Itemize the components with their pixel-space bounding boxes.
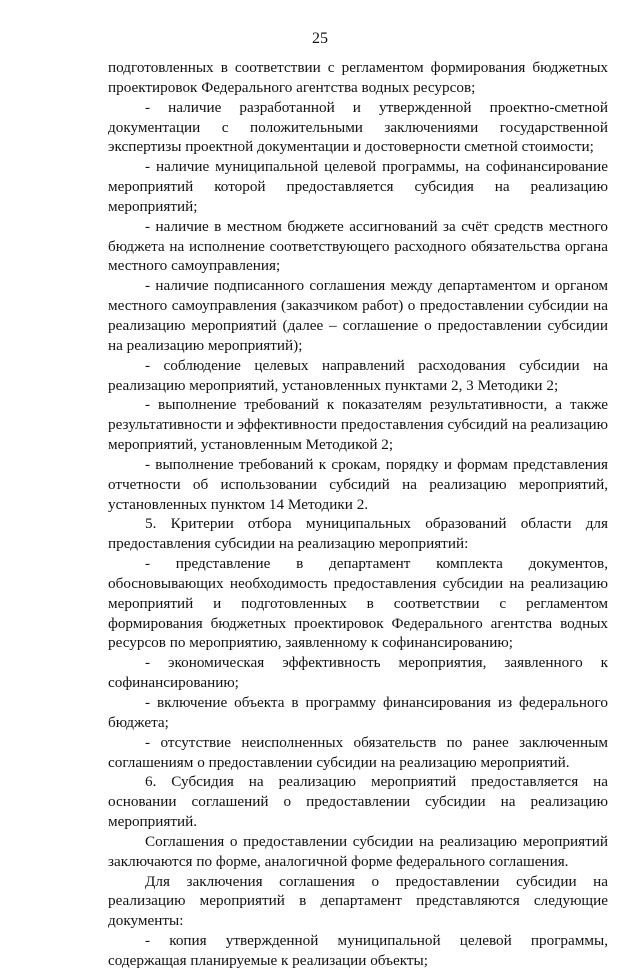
list-item: - наличие муниципальной целевой программы, на софинансирование мероприятий которой предоставляется субсидия на реализацию мероприятий;	[108, 158, 608, 215]
list-item: - наличие подписанного соглашения между департаментом и органом местного самоуправления (заказчиком работ) о предоставлении субсидии на реализацию мероприятий (далее – соглашение о предоставлении субсидии на реализацию мероприятий);	[108, 277, 608, 354]
list-item: - копия утвержденной муниципальной целевой программы, содержащая планируемые к реализации объекты;	[108, 932, 608, 969]
list-item: - отсутствие неисполненных обязательств по ранее заключенным соглашениям о предоставлении субсидии на реализацию мероприятий.	[108, 733, 608, 771]
list-item: - представление в департамент комплекта документов, обосновывающих необходимость предоставления субсидии на реализацию мероприятий и подготовленных в соответствии с регламентом формирования бюджетных проектировок Федерального агентства водных ресурсов по мероприятию, заявленному к софинансированию;	[108, 555, 608, 652]
paragraph: Соглашения о предоставлении субсидии на реализацию мероприятий заключаются по форме, аналогичной форме федерального соглашения.	[108, 832, 608, 870]
list-item: - наличие в местном бюджете ассигнований за счёт средств местного бюджета на исполнение соответствующего расходного обязательства органа местного самоуправления;	[108, 217, 608, 275]
list-item: - выполнение требований к показателям результативности, а также результативности и эффективности предоставления субсидий на реализацию мероприятий, установленным Методикой 2;	[108, 396, 608, 454]
section-paragraph: 5. Критерии отбора муниципальных образований области для предоставления субсидии на реализацию мероприятий:	[108, 515, 608, 553]
list-item: - соблюдение целевых направлений расходования субсидии на реализацию мероприятий, установленных пунктами 2, 3 Методики 2;	[108, 356, 608, 394]
paragraph: Для заключения соглашения о предоставлении субсидии на реализацию мероприятий в департамент представляются следующие документы:	[108, 872, 608, 930]
list-item: - наличие разработанной и утвержденной проектно-сметной документации с положительными заключениями государственной экспертизы проектной документации и достоверности сметной стоимости;	[108, 98, 608, 156]
document-body	[108, 58, 608, 971]
list-item: - экономическая эффективность мероприятия, заявленного к софинансированию;	[108, 654, 608, 692]
list-item: - выполнение требований к срокам, порядку и формам представления отчетности об использовании субсидий на реализацию мероприятий, установленных пунктом 14 Методики 2.	[108, 455, 608, 513]
section-paragraph: 6. Субсидия на реализацию мероприятий предоставляется на основании соглашений о предоставлении субсидии на реализацию мероприятий.	[108, 773, 608, 831]
paragraph: подготовленных в соответствии с регламентом формирования бюджетных проектировок Федерального агентства водных ресурсов;	[108, 59, 608, 96]
page-number: 25	[312, 30, 328, 47]
list-item: - включение объекта в программу финансирования из федерального бюджета;	[108, 694, 608, 731]
